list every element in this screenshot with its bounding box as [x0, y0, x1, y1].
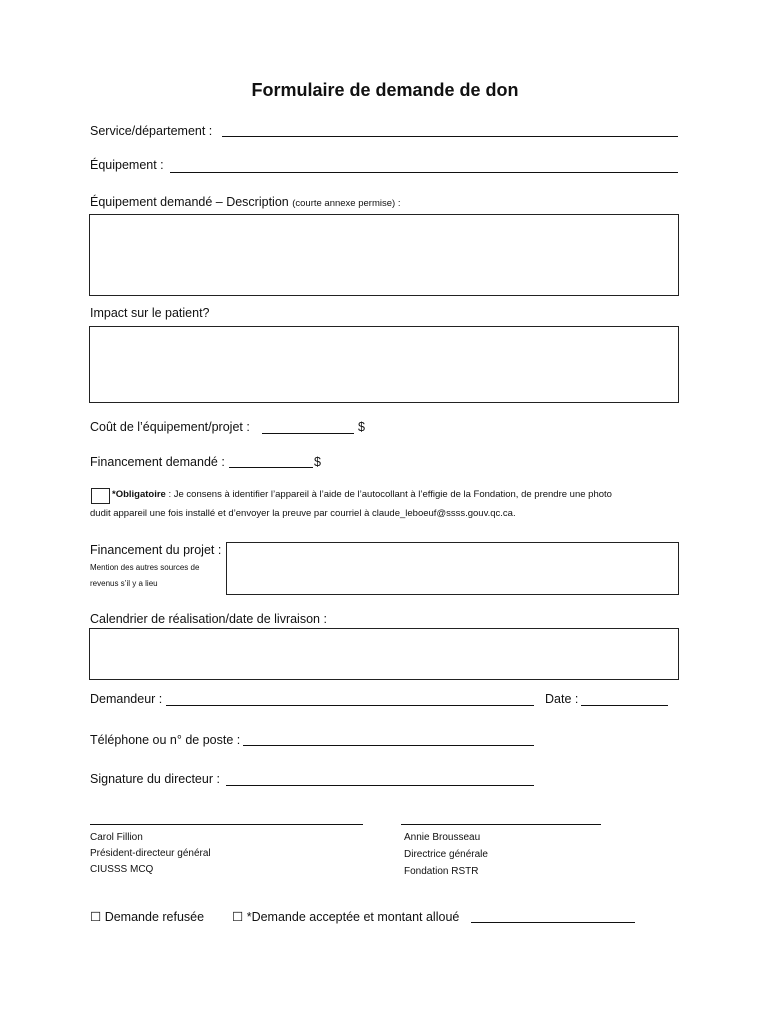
telephone-label: Téléphone ou n° de poste :	[90, 733, 241, 747]
consent-required-label: *Obligatoire	[112, 489, 166, 500]
signatory-left-title: Président-directeur général	[90, 848, 211, 859]
consent-checkbox[interactable]	[91, 488, 110, 504]
equipement-label: Équipement :	[90, 158, 164, 172]
telephone-field[interactable]	[243, 745, 534, 746]
cout-field[interactable]	[262, 433, 354, 434]
form-title: Formulaire de demande de don	[251, 80, 519, 100]
signatory-right-title: Directrice générale	[404, 849, 488, 860]
calendrier-textarea[interactable]	[89, 628, 679, 680]
refused-label: Demande refusée	[104, 910, 205, 924]
financement-projet-label: Financement du projet :	[90, 543, 222, 557]
signatory-left-org: CIUSSS MCQ	[90, 864, 154, 875]
signatory-left	[90, 830, 211, 878]
accepted-checkbox[interactable]: ☐	[232, 910, 244, 924]
description-label	[90, 195, 400, 209]
financement-projet-note-2: revenus s’il y a lieu	[90, 579, 158, 588]
refused-checkbox[interactable]: ☐	[90, 910, 102, 924]
cout-label: Coût de l’équipement/projet :	[90, 420, 250, 434]
signatory-left-name: Carol Fillion	[90, 832, 143, 843]
description-textarea[interactable]	[89, 214, 679, 296]
demandeur-label: Demandeur :	[90, 692, 163, 706]
financement-field[interactable]	[229, 467, 313, 468]
date-field[interactable]	[581, 705, 668, 706]
description-label-text: Équipement demandé – Description	[90, 195, 289, 209]
calendrier-label: Calendrier de réalisation/date de livraison :	[90, 612, 327, 626]
equipement-field[interactable]	[170, 172, 678, 173]
cout-unit: $	[358, 420, 365, 434]
consent-text-1: : Je consens à identifier l’appareil à l’aide de l’autocollant à l’effigie de la Fondation, de prendre une photo	[168, 489, 612, 500]
impact-textarea[interactable]	[89, 326, 679, 403]
consent-line1	[112, 489, 612, 500]
financement-label: Financement demandé :	[90, 455, 225, 469]
demandeur-field[interactable]	[166, 705, 534, 706]
financement-unit: $	[314, 455, 321, 469]
impact-label: Impact sur le patient?	[90, 306, 210, 320]
financement-projet-textarea[interactable]	[226, 542, 679, 595]
signature-label: Signature du directeur :	[90, 772, 220, 786]
description-note: (courte annexe permise) :	[292, 198, 401, 209]
service-label: Service/département :	[90, 124, 213, 138]
signature-line-right[interactable]	[401, 824, 601, 825]
date-label: Date :	[545, 692, 579, 706]
demande-acceptee	[232, 909, 459, 924]
montant-alloue-field[interactable]	[471, 922, 635, 923]
signatory-right-org: Fondation RSTR	[404, 866, 479, 877]
signature-field[interactable]	[226, 785, 534, 786]
service-field[interactable]	[222, 136, 678, 137]
signatory-right-name: Annie Brousseau	[404, 832, 481, 843]
financement-projet-note-1: Mention des autres sources de	[90, 563, 200, 572]
consent-line2: dudit appareil une fois installé et d’envoyer la preuve par courriel à claude_leboeuf@ssss.gouv.qc.ca.	[90, 508, 516, 519]
signatory-right	[404, 829, 488, 880]
signature-line-left[interactable]	[90, 824, 363, 825]
accepted-label: *Demande acceptée et montant alloué	[246, 910, 460, 924]
demande-refusee	[90, 909, 204, 924]
